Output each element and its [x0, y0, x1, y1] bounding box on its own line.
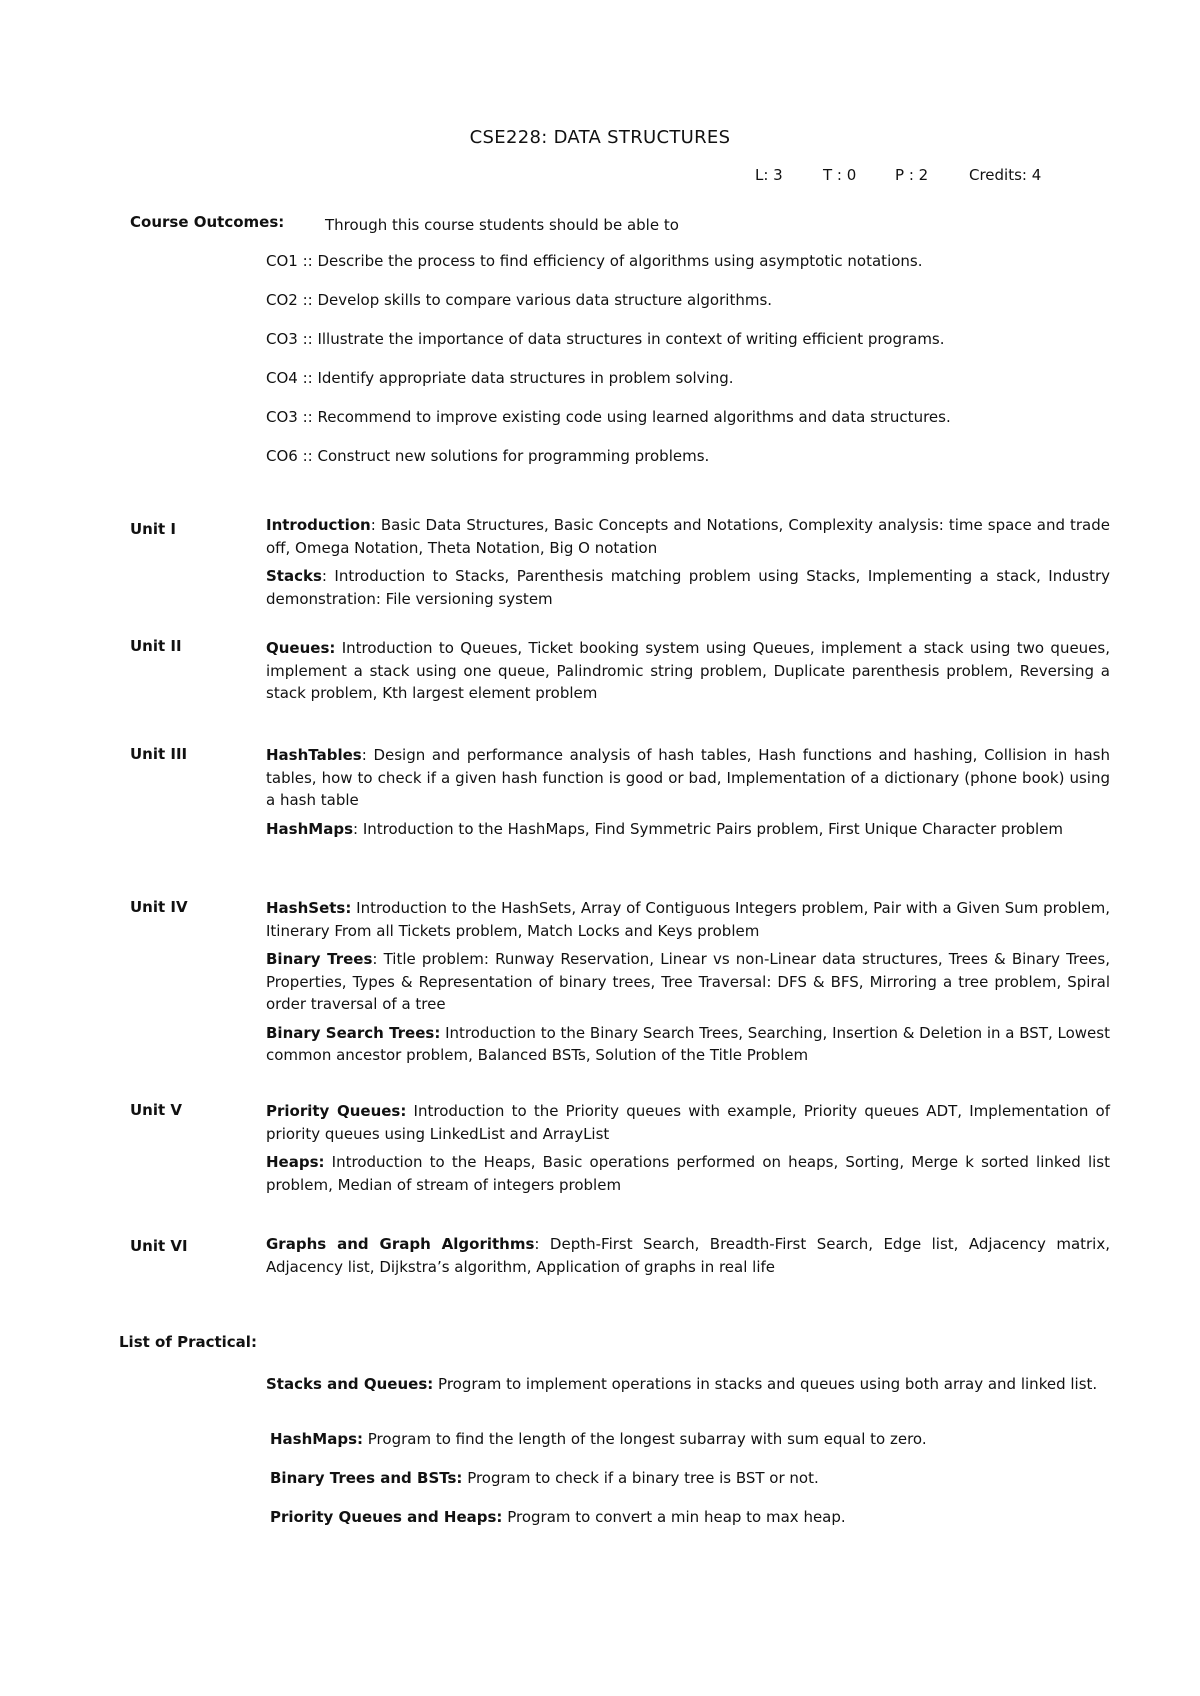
topic-heading: Stacks [266, 567, 322, 585]
topic-heading: Priority Queues: [266, 1102, 407, 1120]
topic-text: Title problem: Runway Reservation, Linear vs non-Linear data structures, Trees & Binary Trees, Properties, Types & Representation of binary trees, Tree Traversal: DFS & BFS, Mirroring a tree problem, Spiral order traversal of a tree [266, 950, 1110, 1013]
topic-heading: HashTables [266, 746, 362, 764]
unit-topic [266, 637, 1110, 705]
unit-label: Unit IV [130, 898, 188, 916]
topic-heading: Heaps: [266, 1153, 325, 1171]
course-outcome: CO1 :: Describe the process to find efficiency of algorithms using asymptotic notations. [266, 252, 923, 270]
topic-text: Introduction to Stacks, Parenthesis matching problem using Stacks, Implementing a stack, Industry demonstration: File versioning system [266, 567, 1110, 608]
practical-text: Program to implement operations in stacks and queues using both array and linked list. [433, 1375, 1098, 1393]
practical-item [270, 1469, 1114, 1487]
practical-text: Program to convert a min heap to max heap. [502, 1508, 846, 1526]
topic-heading: Graphs and Graph Algorithms [266, 1235, 535, 1253]
unit-label: Unit VI [130, 1237, 188, 1255]
unit-topic: Graphs and Graph Algorithms: Depth-First Search, Breadth-First Search, Edge list, Adjacency matrix, Adjacency list, Dijkstra’s algorithm, Application of graphs in real life [266, 1235, 1110, 1276]
topic-text: Introduction to the Priority queues with example, Priority queues ADT, Implementation of priority queues using LinkedList and ArrayList [266, 1102, 1110, 1143]
course-title: CSE228: DATA STRUCTURES [469, 127, 731, 148]
practical-text: Program to check if a binary tree is BST or not. [462, 1469, 819, 1487]
topic-text: Depth-First Search, Breadth-First Search, Edge list, Adjacency matrix, Adjacency list, Dijkstra’s algorithm, Application of graphs in real life [266, 1235, 1110, 1276]
course-outcomes-label: Course Outcomes: [130, 213, 285, 231]
practical-list-label: List of Practical: [119, 1333, 257, 1351]
topic-heading: HashSets: [266, 899, 352, 917]
topic-text: Introduction to the Heaps, Basic operations performed on heaps, Sorting, Merge k sorted linked list problem, Median of stream of integers problem [266, 1153, 1110, 1194]
practical-item [270, 1430, 1114, 1448]
tutorial-hours: T : 0 [823, 166, 857, 184]
topic-text: Basic Data Structures, Basic Concepts and Notations, Complexity analysis: time space and trade off, Omega Notation, Theta Notation, Big O notation [266, 516, 1110, 557]
practical-heading: HashMaps: [270, 1430, 363, 1448]
topic-text: Introduction to Queues, Ticket booking system using Queues, implement a stack using two queues, implement a stack using one queue, Palindromic string problem, Duplicate parenthesis problem, Reversing a stack problem, Kth largest element problem [266, 639, 1110, 702]
unit-content [266, 897, 1110, 1073]
unit-topic [266, 1022, 1110, 1067]
topic-text: Introduction to the Binary Search Trees, Searching, Insertion & Deletion in a BST, Lowest common ancestor problem, Balanced BSTs, Solution of the Title Problem [266, 1023, 1110, 1064]
unit-topic [266, 1100, 1110, 1145]
practical-item [266, 1375, 1110, 1393]
unit-content [266, 744, 1110, 846]
course-outcome: CO3 :: Illustrate the importance of data structures in context of writing efficient programs. [266, 330, 945, 348]
topic-text: Design and performance analysis of hash tables, Hash functions and hashing, Collision in hash tables, how to check if a given hash function is good or bad, Implementation of a dictionary (phone book) using a hash table [266, 746, 1110, 809]
unit-label: Unit II [130, 637, 182, 655]
unit-label: Unit III [130, 745, 188, 763]
unit-topic [266, 897, 1110, 942]
topic-heading: Binary Search Trees: [266, 1023, 441, 1042]
unit-topic: HashTables: Design and performance analysis of hash tables, Hash functions and hashing, Collision in hash tables, how to check if a given hash function is good or bad, Implementation of a dictionary (phone book) using a hash table [266, 746, 1110, 809]
topic-heading: Introduction [266, 516, 371, 534]
practical-heading: Stacks and Queues: [266, 1375, 434, 1393]
topic-text: Introduction to the HashMaps, Find Symmetric Pairs problem, First Unique Character problem [358, 819, 1064, 838]
topic-heading: Queues: [266, 639, 336, 657]
unit-topic: Stacks: Introduction to Stacks, Parenthesis matching problem using Stacks, Implementing a stack, Industry demonstration: File versioning system [266, 567, 1110, 608]
topic-heading: HashMaps [266, 819, 353, 838]
unit-content [266, 1233, 1110, 1284]
unit-content [266, 1100, 1110, 1202]
course-outcomes-list [266, 252, 951, 486]
unit-content [266, 514, 1110, 616]
course-outcome: CO4 :: Identify appropriate data structures in problem solving. [266, 369, 734, 387]
course-outcome: CO2 :: Develop skills to compare various data structure algorithms. [266, 291, 773, 309]
credit-structure [755, 166, 1041, 184]
course-outcome: CO3 :: Recommend to improve existing code using learned algorithms and data structures. [266, 408, 951, 426]
unit-content [266, 637, 1110, 711]
practical-heading: Binary Trees and BSTs: [270, 1469, 463, 1487]
course-outcome: CO6 :: Construct new solutions for programming problems. [266, 447, 710, 465]
credits-total: Credits: 4 [969, 166, 1042, 184]
unit-topic: Introduction: Basic Data Structures, Basic Concepts and Notations, Complexity analysis: time space and trade off, Omega Notation, Theta Notation, Big O notation [266, 516, 1110, 557]
practical-text: Program to find the length of the longest subarray with sum equal to zero. [363, 1430, 927, 1448]
unit-topic [266, 1151, 1110, 1196]
practical-item [270, 1508, 1114, 1526]
unit-topic: Binary Trees: Title problem: Runway Reservation, Linear vs non-Linear data structures, Trees & Binary Trees, Properties, Types & Representation of binary trees, Tree Traversal: DFS & BFS, Mirroring a tree problem, Spiral order traversal of a tree [266, 950, 1110, 1013]
course-outcomes-intro: Through this course students should be able to [325, 216, 679, 234]
unit-label: Unit V [130, 1101, 183, 1119]
topic-text: Introduction to the HashSets, Array of Contiguous Integers problem, Pair with a Given Sum problem, Itinerary From all Tickets problem, Match Locks and Keys problem [266, 899, 1110, 940]
lecture-hours: L: 3 [755, 166, 783, 184]
unit-label: Unit I [130, 520, 176, 538]
practical-hours: P : 2 [895, 166, 929, 184]
unit-topic: HashMaps: Introduction to the HashMaps, Find Symmetric Pairs problem, First Unique Character problem [266, 819, 1064, 838]
topic-heading: Binary Trees [266, 950, 373, 968]
practical-heading: Priority Queues and Heaps: [270, 1508, 503, 1526]
